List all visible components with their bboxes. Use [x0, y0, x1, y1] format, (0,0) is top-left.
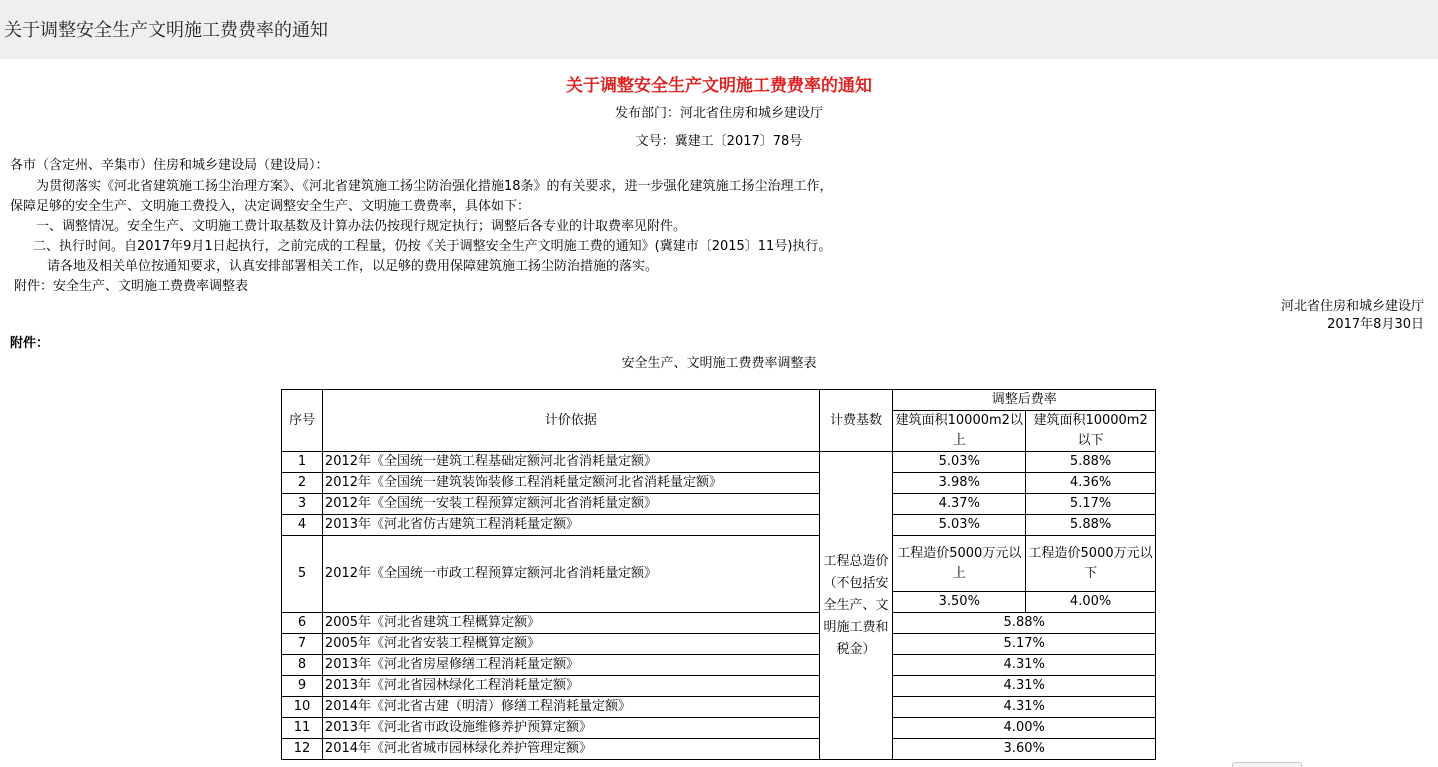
- row-rate-above: 3.98%: [893, 473, 1026, 494]
- table-row: [282, 718, 1156, 739]
- row-basis: 2012年《全国统一建筑工程基础定额河北省消耗量定额》: [322, 452, 819, 473]
- table-row: [282, 613, 1156, 634]
- row-basis: 2012年《全国统一建筑装饰装修工程消耗量定额河北省消耗量定额》: [322, 473, 819, 494]
- row-seq: 5: [282, 536, 323, 613]
- document-title: 关于调整安全生产文明施工费费率的通知: [566, 76, 872, 96]
- row-basis: 2012年《全国统一安装工程预算定额河北省消耗量定额》: [322, 494, 819, 515]
- header-basis: 计价依据: [322, 390, 819, 452]
- body-line-2: 保障足够的安全生产、文明施工费投入，决定调整安全生产、文明施工费费率，具体如下：: [10, 199, 531, 214]
- row-seq: 10: [282, 697, 323, 718]
- attachment-note: 附件：安全生产、文明施工费费率调整表: [14, 279, 249, 294]
- row-seq: 1: [282, 452, 323, 473]
- document-content: [0, 59, 1438, 767]
- attachment-label: 附件：: [10, 336, 50, 351]
- row-rate-below: 5.88%: [1026, 515, 1156, 536]
- row-basis: 2005年《河北省安装工程概算定额》: [322, 634, 819, 655]
- row-basis: 2013年《河北省园林绿化工程消耗量定额》: [322, 676, 819, 697]
- table-row: [282, 697, 1156, 718]
- row-rate: 4.00%: [893, 718, 1156, 739]
- row-seq: 8: [282, 655, 323, 676]
- row-seq: 9: [282, 676, 323, 697]
- row-rate-above: 3.50%: [893, 592, 1026, 613]
- cost-above-label: 工程造价5000万元以上: [893, 536, 1026, 592]
- issuer-line: 发布部门：河北省住房和城乡建设厅: [614, 106, 823, 121]
- row-rate-above: 5.03%: [893, 515, 1026, 536]
- row-rate: 4.31%: [893, 697, 1156, 718]
- header-adjusted-rate: 调整后费率: [893, 390, 1156, 411]
- row-rate: 4.31%: [893, 676, 1156, 697]
- row-rate-below: 4.00%: [1026, 592, 1156, 613]
- table-row: [282, 473, 1156, 494]
- signature: 河北省住房和城乡建设厅: [1280, 299, 1424, 314]
- row-rate-above: 4.37%: [893, 494, 1026, 515]
- scroll-to-top-tab[interactable]: [1232, 762, 1302, 767]
- table-row: [282, 536, 1156, 592]
- item-2: 二、执行时间。自2017年9月1日起执行，之前完成的工程量，仍按《关于调整安全生产文明施工费的通知》(冀建市〔2015〕11号)执行。: [33, 239, 832, 254]
- row-seq: 4: [282, 515, 323, 536]
- cost-below-label: 工程造价5000万元以下: [1026, 536, 1156, 592]
- row-seq: 3: [282, 494, 323, 515]
- row-seq: 12: [282, 739, 323, 760]
- row-basis: 2005年《河北省建筑工程概算定额》: [322, 613, 819, 634]
- table-row: [282, 655, 1156, 676]
- header-area-above: 建筑面积10000m2以上: [893, 411, 1026, 452]
- row-rate: 5.17%: [893, 634, 1156, 655]
- body-line-1: 为贯彻落实《河北省建筑施工扬尘治理方案》、《河北省建筑施工扬尘防治强化措施18条》的有关要求，进一步强化建筑施工扬尘治理工作，: [36, 179, 833, 194]
- row-rate: 5.88%: [893, 613, 1156, 634]
- row-seq: 7: [282, 634, 323, 655]
- rate-table: [281, 389, 1156, 760]
- table-row: [282, 494, 1156, 515]
- table-row: [282, 634, 1156, 655]
- row-seq: 6: [282, 613, 323, 634]
- row-rate-below: 4.36%: [1026, 473, 1156, 494]
- header-base: 计费基数: [819, 390, 893, 452]
- page-heading: 关于调整安全生产文明施工费费率的通知: [4, 20, 328, 41]
- table-row: [282, 739, 1156, 760]
- row-basis: 2013年《河北省房屋修缮工程消耗量定额》: [322, 655, 819, 676]
- doc-number-line: 文号：冀建工〔2017〕78号: [635, 134, 803, 149]
- row-rate-below: 5.17%: [1026, 494, 1156, 515]
- table-row: [282, 676, 1156, 697]
- row-rate: 3.60%: [893, 739, 1156, 760]
- row-seq: 2: [282, 473, 323, 494]
- table-row: [282, 452, 1156, 473]
- row-basis: 2014年《河北省古建（明清）修缮工程消耗量定额》: [322, 697, 819, 718]
- row-basis: 2013年《河北省仿古建筑工程消耗量定额》: [322, 515, 819, 536]
- top-bar: [0, 0, 1438, 59]
- item-1: 一、调整情况。安全生产、文明施工费计取基数及计算办法仍按现行规定执行；调整后各专业的计取费率见附件。: [36, 219, 687, 234]
- base-value-cell: 工程总造价（不包括安全生产、文明施工费和税金）: [819, 452, 893, 760]
- table-title: 安全生产、文明施工费费率调整表: [621, 356, 817, 371]
- date: 2017年8月30日: [1327, 317, 1424, 332]
- row-basis: 2012年《全国统一市政工程预算定额河北省消耗量定额》: [322, 536, 819, 613]
- row-rate-below: 5.88%: [1026, 452, 1156, 473]
- row-rate: 4.31%: [893, 655, 1156, 676]
- row-seq: 11: [282, 718, 323, 739]
- row-basis: 2013年《河北省市政设施维修养护预算定额》: [322, 718, 819, 739]
- row-rate-above: 5.03%: [893, 452, 1026, 473]
- table-row: [282, 515, 1156, 536]
- request-line: 请各地及相关单位按通知要求，认真安排部署相关工作，以足够的费用保障建筑施工扬尘防治措施的落实。: [47, 259, 659, 274]
- row-basis: 2014年《河北省城市园林绿化养护管理定额》: [322, 739, 819, 760]
- salutation: 各市（含定州、辛集市）住房和城乡建设局（建设局）：: [10, 158, 329, 173]
- header-area-below: 建筑面积10000m2以下: [1026, 411, 1156, 452]
- table-header-row: [282, 390, 1156, 411]
- header-seq: 序号: [282, 390, 323, 452]
